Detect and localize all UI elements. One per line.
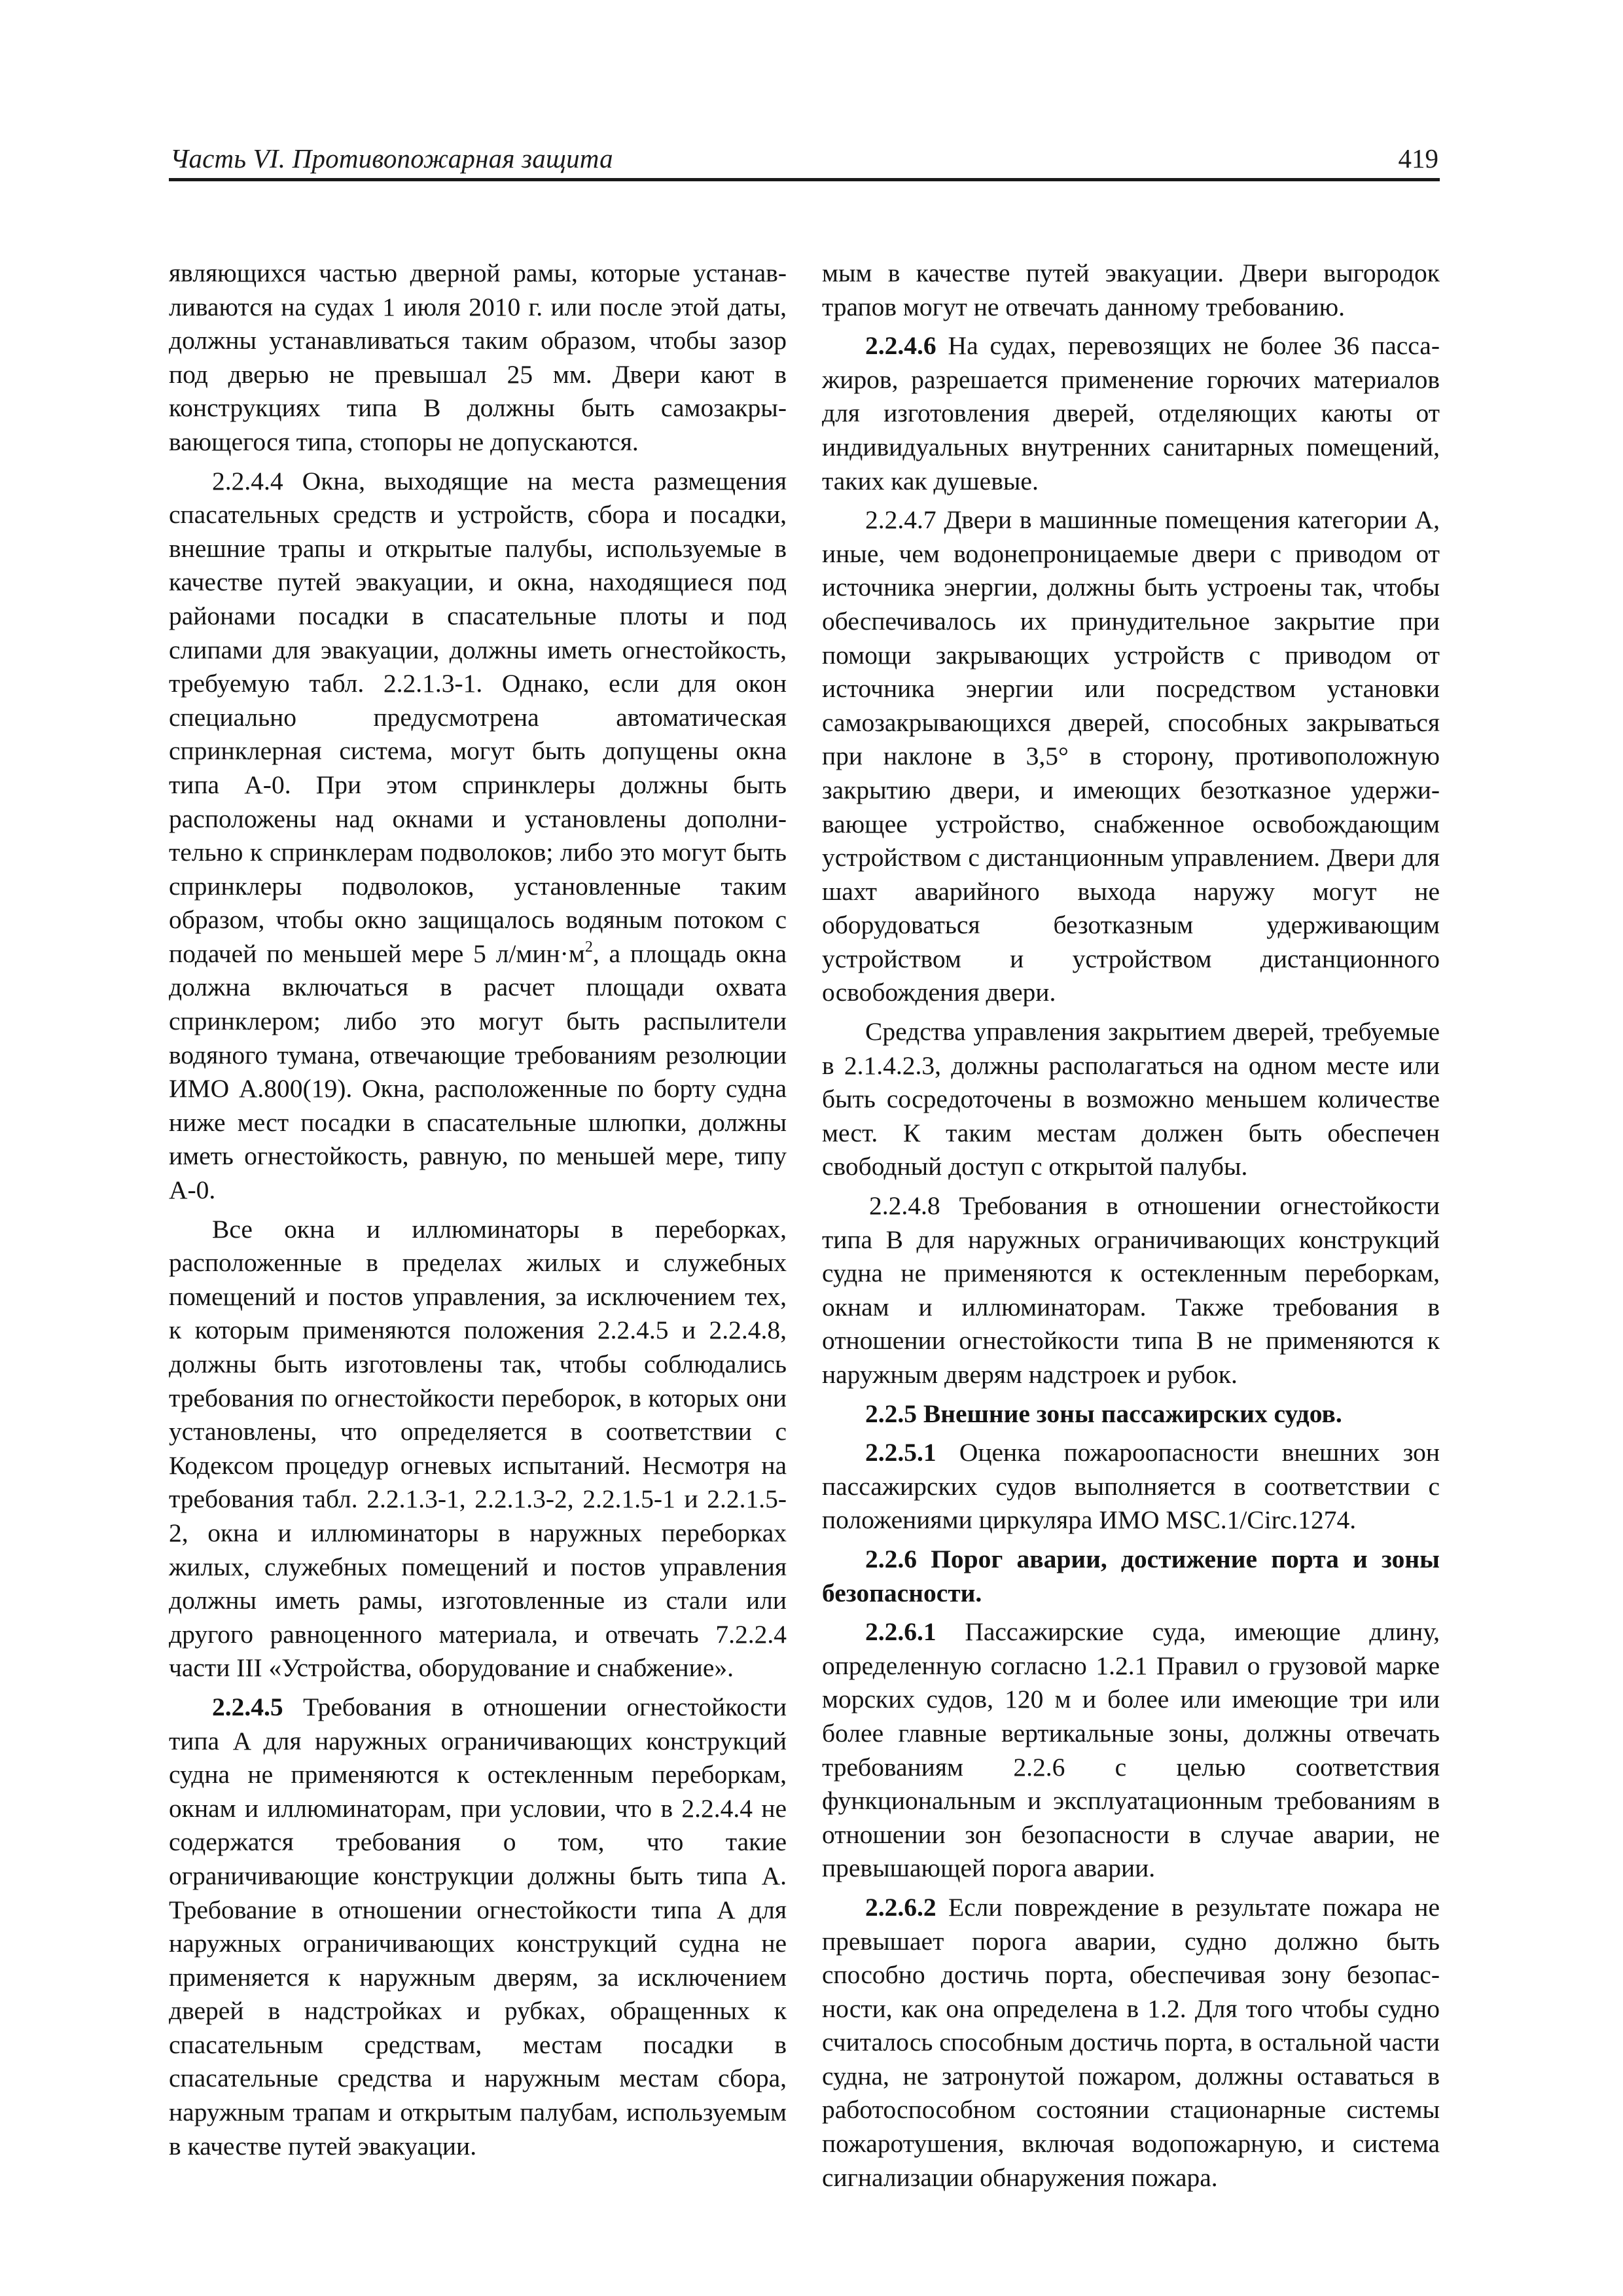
section-number: 2.2.5.1 bbox=[865, 1438, 936, 1467]
paragraph-text: Оценка пожароопасности внешних зон пассажирских судов выполняется в соответствии с положениями циркуляра ИМО MSC.1/Circ.1274. bbox=[822, 1438, 1440, 1535]
section-number: 2.2.4.5 bbox=[212, 1692, 283, 1721]
right-column bbox=[822, 257, 1440, 2200]
paragraph-text: Пассажирские суда, имеющие длину, определенную согласно 1.2.1 Правил о грузовой марке морских судов, 120 м и более или имеющие три или более главные вертикальные зоны, должны отвечать требованиям 2.2.6 с целью соответствия функциональным и эксплуатационным требованиям в отношении зон безопасности в случае аварии, не превышающей порога аварии. bbox=[822, 1617, 1440, 1883]
paragraph-text: Двери в машинные помещения категории A, иные, чем водонепроницаемые двери с приводом от источника энергии, должны быть устроены так, чтобы обеспечивалось их принудительное закрытие при помощи закрывающих устройств с приводом от источника энергии или посредством установки самозакрывающихся дверей, способных закрываться при наклоне в 3,5° в сторону, противоположную закрытию двери, и имеющих безотказное удержи-вающее устройство, снабженное освобождающим устройством с дистанционным управлением. Двери для шахт аварийного выхода наружу могут не оборудоваться безотказным удерживающим устройством и устройством дистанционного освобождения двери. bbox=[822, 505, 1440, 1007]
paragraph-text: Если повреждение в результате пожара не превышает порога аварии, судно должно быть способно достичь порта, обеспечивая зону безопасности, как она определена в 1.2. Для того чтобы судно считалось способным достичь порта, в остальной части судна, не затронутой пожаром, должны оставаться в работоспособном состоянии стационарные системы пожаротушения, включая водопожарную, и система сигнализации обнаружения пожара. bbox=[822, 1892, 1440, 2192]
paragraph-2-2-4-8 bbox=[822, 1189, 1440, 1392]
paragraph-text: Требования в отношении огнестойкости типа A для наружных ограничивающих конструкций судна не применяются к остекленным переборкам, окнам и иллюминаторам, при условии, что в 2.2.4.4 не содержатся требования о том, что такие ограничивающие конструкции должны быть типа A. Требование в отношении огнестойкости типа A для наружных ограничивающих конструкций судна не применяется к наружным дверям, за исключением дверей в надстройках и рубках, обращенных к спасательным средствам, местам посадки в спасательные средства и наружным местам сбора, наружным трапам и открытым палубам, используемым в качестве путей эвакуации. bbox=[169, 1692, 787, 2161]
section-number: 2.2.6.2 bbox=[865, 1892, 936, 1922]
paragraph-2-2-6-1 bbox=[822, 1615, 1440, 1886]
paragraph: мым в качестве путей эвакуации. Двери выгородок трапов могут не отвечать данному требованию. bbox=[822, 259, 1440, 321]
section-number: 2.2.4.8 bbox=[869, 1191, 940, 1221]
paragraph-text: Окна, выходящие на места размещения спасательных средств и устройств, сбора и посадки, внешние трапы и открытые палубы, используемые в качестве путей эвакуации, и окна, находящиеся под районами посадки в спасательные плоты и под слипами для эвакуации, должны иметь огнестойкость, требуемую табл. 2.2.1.3-1. Однако, если для окон специально предусмотрена автоматическая спринклерная система, могут быть допущены окна типа A-0. При этом спринклеры должны быть расположены над окнами и установлены дополнительно к спринклерам подволоков; либо это могут быть спринклеры подволоков, установленные таким образом, чтобы окно защищалось водяным потоком с подачей по меньшей мере 5 л/мин·м bbox=[169, 466, 787, 968]
section-number: 2.2.6.1 bbox=[865, 1617, 936, 1647]
paragraph-2-2-4-4 bbox=[169, 465, 787, 1208]
section-number: 2.2.4.6 bbox=[865, 331, 936, 361]
superscript: 2 bbox=[584, 938, 593, 956]
paragraph-2-2-5-1 bbox=[822, 1436, 1440, 1537]
section-number: 2.2.4.7 bbox=[865, 505, 936, 535]
paragraph-text: Требования в отношении огнестойкости типа B для наружных ограничивающих конструкций судна не применяются к остекленным переборкам, окнам и иллюминаторам. Также требования в отношении огнестойкости типа B не применяются к наружным дверям надстроек и рубок. bbox=[822, 1191, 1440, 1389]
paragraph-2-2-4-7 bbox=[822, 503, 1440, 1010]
paragraph-text: , а площадь окна должна включаться в расчет площади охвата спринклером; либо это могут быть распылители водяного тумана, отвечающие требованиям резолюции ИМО A.800(19). Окна, расположенные по борту судна ниже мест посадки в спасательные шлюпки, должны иметь огнестойкость, равную, по меньшей мере, типу A-0. bbox=[169, 939, 787, 1205]
running-header bbox=[169, 140, 1440, 181]
paragraph: являющихся частью дверной рамы, которые устанавливаются на судах 1 июля 2010 г. или после этой даты, должны устанавливаться таким образом, чтобы зазор под дверью не превышал 25 мм. Двери кают в конструкциях типа B должны быть самозакрывающегося типа, стопоры не допускаются. bbox=[169, 259, 787, 456]
section-heading-2-2-6: 2.2.6 Порог аварии, достижение порта и зоны безопасности. bbox=[822, 1544, 1440, 1607]
paragraph-2-2-4-6 bbox=[822, 329, 1440, 498]
paragraph-text: На судах, перевозящих не более 36 пассажиров, разрешается применение горючих материалов для изготовления дверей, отделяющих каюты от индивидуальных внутренних санитарных помещений, таких как душевые. bbox=[822, 331, 1440, 495]
paragraph-2-2-4-5 bbox=[169, 1691, 787, 2163]
left-column bbox=[169, 257, 787, 2168]
page-number: 419 bbox=[1398, 143, 1438, 173]
header-title: Часть VI. Противопожарная защита bbox=[170, 143, 613, 173]
paragraph: Все окна и иллюминаторы в переборках, расположенные в пределах жилых и служебных помещений и постов управления, за исключением тех, к которым применяются положения 2.2.4.5 и 2.2.4.8, должны быть изготовлены так, чтобы соблюдались требования по огнестойкости переборок, в которых они установлены, что определяется в соответствии с Кодексом процедур огневых испытаний. Несмотря на требования табл. 2.2.1.3-1, 2.2.1.3-2, 2.2.1.5-1 и 2.2.1.5-2, окна и иллюминаторы в наружных переборках жилых, служебных помещений и постов управления должны иметь рамы, изготовленные из стали или другого равноценного материала, и отвечать 7.2.2.4 части III «Устройства, оборудование и снабжение». bbox=[169, 1214, 787, 1683]
section-heading-2-2-5: 2.2.5 Внешние зоны пассажирских судов. bbox=[865, 1399, 1342, 1428]
section-number: 2.2.4.4 bbox=[212, 466, 283, 495]
paragraph: Средства управления закрытием дверей, требуемые в 2.1.4.2.3, должны располагаться на одном месте или быть сосредоточены в возможно меньшем количестве мест. К таким местам должен быть обеспечен свободный доступ с открытой палубы. bbox=[822, 1017, 1440, 1181]
paragraph-2-2-6-2 bbox=[822, 1891, 1440, 2195]
